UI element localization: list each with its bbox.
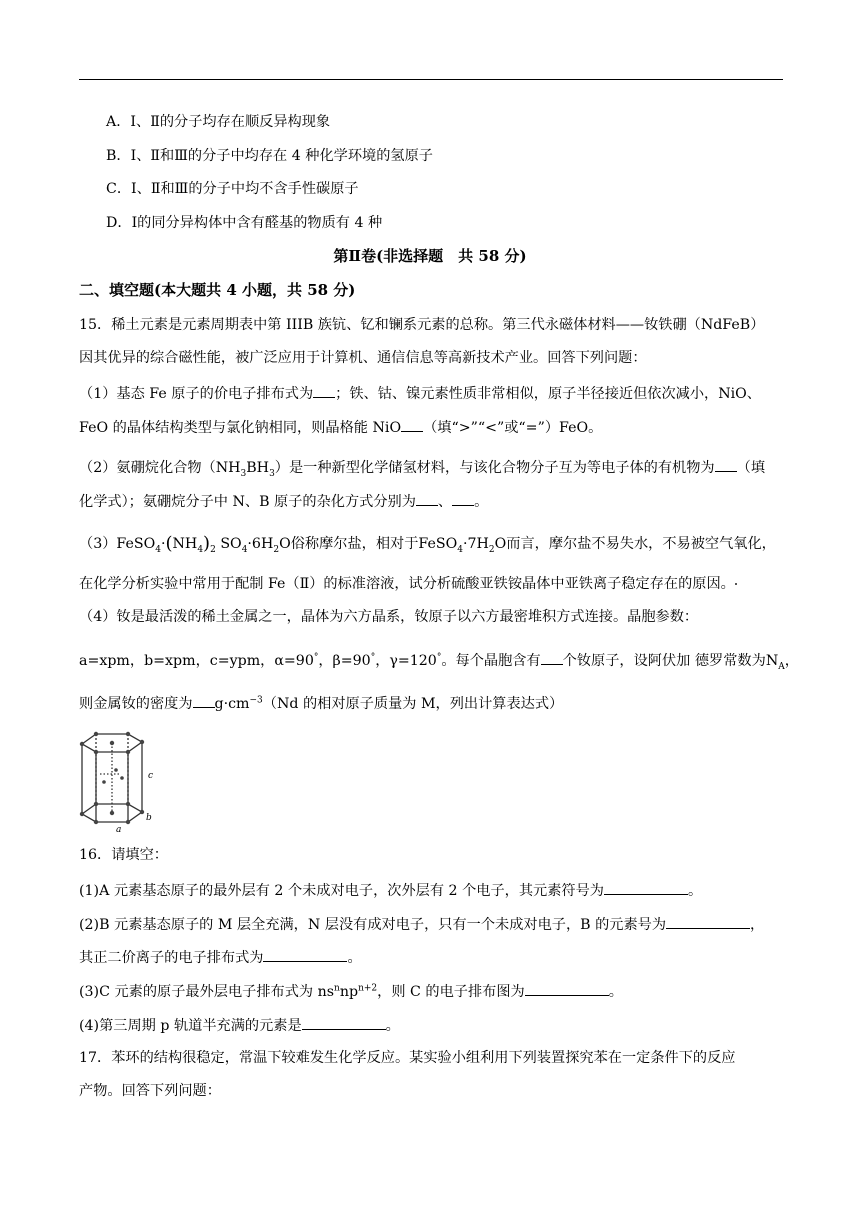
option-c: C．Ⅰ、Ⅱ和Ⅲ的分子中均不含手性碳原子 [106, 181, 359, 197]
q15-part3-line2: 在化学分析实验中常用于配制 Fe（Ⅱ）的标准溶液，试分析硫酸亚铁铵晶体中亚铁离子稳定存在的原因。 [79, 576, 735, 592]
q15-part2-line1 [79, 457, 765, 477]
answer-blank[interactable] [313, 383, 335, 398]
avogadro-symbol: $N_A$ [765, 653, 785, 672]
q16-line5: (4)第三周期 p 轨道半充满的元素是 。 [79, 1015, 400, 1035]
q15-part1-line2 [79, 417, 602, 437]
answer-blank[interactable] [452, 491, 474, 506]
answer-blank[interactable] [302, 1015, 386, 1030]
q15-p1-text: （填“>”“<”或“=”）FeO。 [423, 420, 603, 436]
q15-p2-text: （2）氨硼烷化合物（ [79, 460, 216, 476]
axis-label-b: b [146, 813, 152, 823]
q15-p1-text: （1）基态 Fe 原子的价电子排布式为 [79, 386, 314, 402]
formula-feso4-7h2o: $FeSO_4\cdot 7H_2O$ [418, 536, 507, 555]
answer-blank[interactable] [715, 457, 737, 472]
answer-blank[interactable] [193, 693, 215, 708]
answer-blank[interactable] [416, 491, 438, 506]
answer-mark [735, 583, 737, 585]
q15-p1-text: FeO 的晶体结构类型与氯化钠相同，则晶格能 NiO [79, 420, 402, 436]
axis-label-c: c [148, 771, 154, 781]
option-a: A．Ⅰ、Ⅱ的分子均存在顺反异构现象 [106, 114, 331, 130]
part-heading: 二、填空题(本大题共 4 小题，共 58 分) [79, 281, 356, 299]
section-heading: 第Ⅱ卷(非选择题 共 58 分) [333, 247, 527, 265]
q16-line2: (2)B 元素基态原子的 M 层全充满，N 层没有成对电子，只有一个未成对电子，B 的元素号为 ， [79, 914, 764, 934]
q15-p2-text: ）是一种新型化学储氢材料，与该化合物分子互为等电子体的有机物为 [274, 460, 715, 476]
q15-p2-text: （填 [736, 460, 766, 476]
q15-p2-text: 化学式）；氨硼烷分子中 N、B 原子的杂化方式分别为 [79, 494, 416, 510]
q15-p1-text: ；铁、钴、镍元素性质非常相似，原子半径接近但依次减小，NiO、 [335, 386, 761, 402]
q16-line4: (3)C 元素的原子最外层电子排布式为 $ns^nnp^{n+2}$，则 C 的电子排布图为 。 [79, 981, 623, 1001]
q15-part4-line1: （4）钕是最活泼的稀土金属之一，晶体为六方晶系，钕原子以六方最密堆积方式连接。晶胞参数： [79, 609, 699, 625]
q16-title: 16．请填空： [79, 847, 168, 863]
answer-blank[interactable] [525, 981, 609, 996]
q17-line1: 17．苯环的结构很稳定，常温下较难发生化学反应。某实验小组利用下列装置探究苯在一定条件下的反应 [79, 1050, 736, 1066]
q15-intro-line1: 15．稀土元素是元素周期表中第 IIIB 族钪、钇和镧系元素的总称。第三代永磁体材料——钕铁硼（NdFeB） [79, 317, 765, 333]
formula-mohr-salt: $FeSO_4\cdot(NH_4)_2$ $SO_4\cdot 6H_2O$ [116, 533, 291, 555]
answer-blank[interactable] [263, 947, 347, 962]
option-d: D．Ⅰ的同分异构体中含有醛基的物质有 4 种 [106, 215, 383, 231]
formula-nh3bh3: $NH_3BH_3$ [215, 460, 275, 479]
axis-label-a: a [116, 825, 122, 834]
q16-line1: (1)A 元素基态原子的最外层有 2 个未成对电子，次外层有 2 个电子，其元素符号为 。 [79, 880, 702, 900]
q15-part2-line2: 化学式）；氨硼烷分子中 N、B 原子的杂化方式分别为 、 。 [79, 491, 488, 511]
q15-intro-line2: 因其优异的综合磁性能，被广泛应用于计算机、通信信息等高新技术产业。回答下列问题： [79, 350, 647, 366]
answer-blank[interactable] [604, 880, 688, 895]
q15-part4-line3: 则金属钕的密度为 $g\cdot cm^{-3}(Nd$ 的相对原子质量为 M，列出计算表达式） [79, 693, 563, 713]
q16-line3: 其正二价离子的电子排布式为 。 [79, 947, 362, 967]
answer-blank[interactable] [666, 914, 750, 929]
hexagonal-unit-cell-diagram [76, 728, 186, 834]
q15-part1-line1 [79, 383, 761, 403]
q15-part3-line1: $(3)FeSO_4\cdot(NH_4)_2$ $SO_4\cdot 6H_2O$俗称摩尔盐，相对于$FeSO_4\cdot 7H_2O$而言，摩尔盐不易失水，不易被空气氧化， [79, 533, 776, 555]
header-rule [79, 79, 783, 80]
option-b: B．Ⅰ、Ⅱ和Ⅲ的分子中均存在 4 种化学环境的氢原子 [106, 148, 433, 164]
answer-blank[interactable] [401, 417, 423, 432]
q15-part4-line2: a=xpm，b=xpm，c=ypm，α=90°，β=90°，γ=120°。每个晶胞含有 个钕原子，设阿伏加 德罗常数为$N_A$， [79, 650, 799, 670]
answer-blank[interactable] [541, 650, 563, 665]
q17-line2: 产物。回答下列问题： [79, 1083, 221, 1099]
